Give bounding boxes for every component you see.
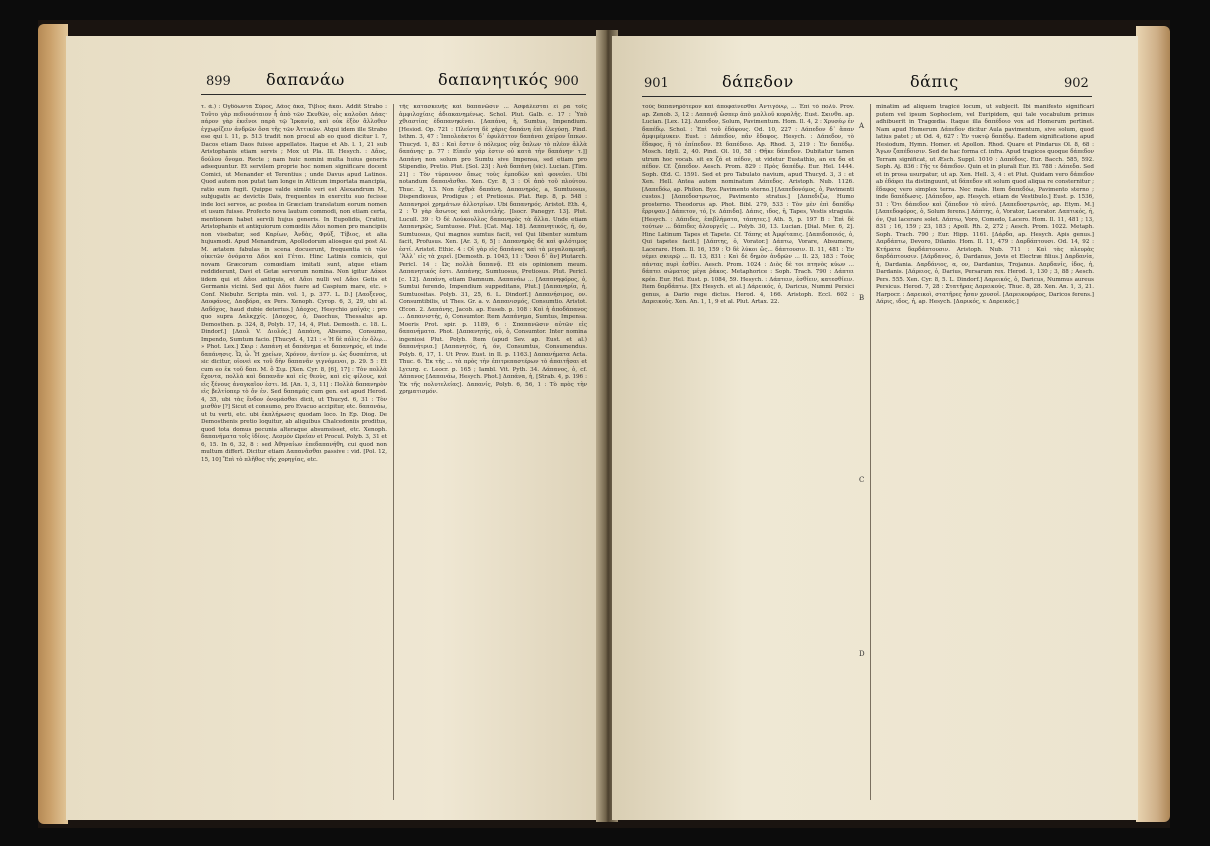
margin-mark-a: A (859, 122, 865, 130)
margin-mark-c: C (859, 476, 865, 484)
right-page-edges (1136, 26, 1170, 822)
right-page (612, 36, 1138, 820)
headword-right-col1: δάπεδον (722, 72, 794, 91)
headword-right-col2: δάπις (910, 72, 959, 91)
page-number-902: 902 (1064, 76, 1089, 91)
left-page (66, 36, 602, 820)
page-number-899: 899 (206, 74, 231, 89)
column-text: τ. ἀ.) : Ὀγδόωντα Σύρος, Δᾶος ἄκα, Τίβιος ἄκαι. Addit Strabo : Τοῦτο γὰρ πεδιουόταιον ἦ ἀπὸ τῶν Σκυθῶν, οἷς καλοῦσι Δάας· πάρον γὰρ ἐκεῖνοι παρὰ τῷ Ἰρκανίᾳ, καὶ οὐκ ἐξὸν ἄλλοθεν ἐγχωρίζειν ἀνδρῶν ὅσα τῆς τῶν Ἀττικῶν. Atqui idem ille Strabo ese qui l. 11, p. 513 tradit non procul ab eo quod dicitur l. 7, Dacos etiam Daos fuisse appellatos. Itaque et Ab. l. 1, 21 sub Aristophanis etiam servis ; Mox ut Pla. Ill. Hesych. : Δᾶος, δούλου ὄνομα. Recte ; nam huic nomini multa huius generis adsequuntur. Et servilem proprie hoc nomen significare docent Comici, ut Menander et Terentius ; unde Davus apud Latinos. Quod autem non putat tam longe in Atticum importata mancipia, ratio eum fugit. Quippe valde simile veri est Alexandrum M., subjugatis ac devictis Dais, frequentes in exercitu suo fecisse inde loci servos, ac postea in Græciam translatum eorum nomen et usum fuisse. Profecto nova lautum commodi, non etiam certa, mentionem habet servili hujus generis. In Eupolidis, Cratini, Aristophanis et antiquiorum comœdiis Δᾶοι nomen pro mancipiis non visebatur, sed Καρίων, Ἀνδὰς, Φρύξ, Τίβιος, et alia hujusmodi. Apud Menandrum, Apollodorum aliosque qui post Al. M. ætatem fabulas in scena docuerunt, frequentia τὰ τῶν οἰκετῶν ὀνόματα Δᾶοι καὶ Γέται. Hinc Latinis comicis, qui novam Græcorum comœdiam imitati sunt, atque etiam reddiderunt, Davi et Getæ servorum nomina. Non igitur Δάκοι iidem qui et Δᾶοι antiquis, et Δᾶοι nulli vel Δᾶοι Getis et Germanis vicini. Sed qui Δᾶοι fuere ad Caspium mare, etc. » Conf. Niebuhr. Scripta min. vol. 1, p. 377. L. D.] [Δαοξενος, Δαοφάνος, Δαοβόρα, ex Pers. Xenoph. Cyrop. 6, 3, 29, ubi al. Δαδόχος, haud dubie deterius.] Δάοχος, Hesychio μαίγάς : pro quo supra Δαλκχχίς. [Δαοχος, ὁ, Daochus, Thessalus ap. Demosthen. p. 324, 8, Polyb. 17, 14, 4, Plut. Demosth. c. 18. L. Dindorf.] [Δαολ V. Διολός.] Δαπάνη, Absumo, Consumo, Impendo, Sumtum facio. [Thucyd. 4, 121 : « Ἡ δὲ πόλις ἐν ὅλῳ... » Phot. Lex.] Σκιρ : Δαπάνη et δαπάνημα et δαπανηρός, et inde δαπάνησις. Ὧ, ὦ. Ἦ χρείων, Χρόνον, ἀντίον μ. ὡς δυσπέπτα, ut sic dicitur, οἱονεὶ ex τοῦ δὴν δαπανᾶν γιγνόμενοι, p. 29. 5 : Et cum eo ἐκ τοῦ δαπ. Μ. ὃ Σιμ. [Xen. Cyr. 8, [6], 17] : Τὸν πολλὰ ἔχοντα, πολλὰ καὶ δαπανᾶν καὶ εἰς θεοὺς, καὶ εἰς φίλους, καὶ εἰς ξένους ἀναγκαῖον ἐστι. Id. [An. 1, 3, 11] : Πολλὰ δαπανηρὸν εἰς βελτίοπερ τὸ ὄν ἐν. Sed δαπαμάς cum gen. est apud Herod. 4, 35, ubi τὰς ἔνδον ὀνομάσθαι dicit, ut Thucyd. 6, 31 : Τὸν μισθὸν [?] Sicut et consumo, pro Evacuo accipitur, etc. δαπανάω, ut tu verti, etc. ubi ἐκπλήρωσις quodam loco. In Ep. Diog. De Demosthenis pretio loquitur, ab aliquibus Chalcedoniis proditus, quod tota domus pecunia alteraque absumsisset, etc. Xenoph. δαπανήματα τοῖς ἰδίοις. Δεσμὸν Ωρείαν et Procul. Polyb. 3, 31 et 6, 15. In 6, 32, 8 : sed Ἀθηναίων ἐπεδαπανήθη, cui quod non multum differt. Dicitur etiam Δαπανᾶσθαι passive : vid. [Pol. 12, 15, 10] Ἔπὶ τὸ πλῆθος τῆς χορηγίας, etc. (201, 104, 387, 463)
column-text: τῆς κατασκευῆς καὶ δαπανῶσιν ... Ἀσφάλεσται εἶ ρα τοῖς ἀμφιλοχίαις ἀδιακανημένως. Schol. Plut. Galb. c. 17 : Ὑπὸ χθιαστίας ἐδαπανηκέναι. [Δαπάνα, ἡ, Sumtus, Impendium. [Hesiod. Op. 721 : Πλείστη δὲ χάρις δαπάνη ἐπὶ ἐλεγύσῃ. Pind. Isthm. 3, 47 : Ἱππολεάκτοι δ᾽ ἐφυλάττον δαπάναι χαίρον ἵππων. Thucyd. 1, 83 : Καὶ ἔστιν ὁ πόλεμος οὐχ ὅπλων τὸ πλέον ἀλλὰ δαπάνης· p. 77 : Εἰπεῖν γάρ ἐστιν οὐ κατὰ τὴν δαπάνην· τ.]] Δαπάνη non solum pro Sumtu sive Impensa, sed etiam pro Stipendio, Pretio. Plut. [Sol. 23] : Ἀνὰ δαπάνη (sic). Lucian. [Tim. 21] : Τὸν τύραννον ὅπως τοὺς ἐμποδὼν καὶ φονεύει. Ubi notandum δαπανᾶσθαι. Xen. Cyr. 8, 3 : Οἱ ἀπὸ τοῦ πλούτου. Thuc. 2, 13. Non ἐχθρὰ δαπάνη. Δαπανηρός, a, Sumtuosus, Dispendiosus, Prodigus ; et Pretiosus. Plat. Rep. 8, p. 548 : Δαπανηροὶ χρημάτων ἀλλοτρίων. Ubi δαπανηρός. Aristot. Eth. 4, 2 : Ὅ γὰρ ἄσωτος καὶ πολυτελής. [Isocr. Panegyr. 13]. Plut. Lucull. 39 : Ὁ δὲ Λούκουλλος δαπανηρὸς τὰ ἄλλα. Unde etiam Δαπανηρῶς, Sumtuose. Plut. [Cat. Maj. 18]. Δαπανητικός, ή, όν, Sumtuosus, Qui magnos sumtus facit, vel Qui libenter sumtum facit, Profusus. Xen. [Ar. 3, 6, 5] : Δαπανηρὸς δὲ καὶ φιλότιμος ἐστί. Aristot. Ethic. 4 : Οἱ γὰρ εἰς δαπάνας καὶ τὰ μεγαλοπρεπῆ. ᾽Ἀλλ᾽ εἰς τὰ χερεῖ. [Demosth. p. 1043, 11 : Ὅσοι δ᾽ ἂν] Plutarch. Pericl. 14 : Ὡς πολλὰ δαπανᾷ. Et eis opinionem meum. Δαπανητικός ἐστι. Δαπάνης, Sumtuosus, Pretiosus. Plut. Pericl. [c. 12]. Δαπάνη, etiam Damnum. Δαπανάω ... [Δαπανηφόρος, ὁ, Sumtui ferendo, Impendium suppeditans, Plut.] [Δαπανηρία, ἡ, Sumtuositas. Polyb. 31, 25, 6. L. Dindorf.] Δαπανήσιμος, ον. Consumtibilis, ut Thes. Gr. a. v. Δαπανισμός, Consumtio. Aristot. Œcon. 2. Δαπάνης, Jacob. ap. Euseb. p. 108 : Καὶ ἡ ἀποδάπανος ... Δαπανιστής, ὁ, Consumtor. Item Δαπάνημα, Sumtus, Impensa. Moeris Prot. spir. p. 1189, 6 : Σπαπανῶσιν αὐτῶν εἰς δαπανήματα. Phot. [Δαπανητής, οὐ, ὁ, Consumtor. Inter nomina ingeniosi Plut. Polyb. Item (apud Sev. ap. Eust. et al.) δαπανήτρια.] [Δαπανητός, ή, όν, Consumtus, Consumendus. Polyb. 6, 17, 1. Ut Prov. Eust. in Il. p. 1163.] Δαπανήματα Acta. Thuc. 6. Ἐκ τῆς ... τὰ πρὸς τὴν ἐπιτρεπαστέρων τὸ ἀπαιτῆσαι et Lycurg. c. Leocr. p. 165 ; Iambl. Vit. Pyth. 34. Δάπανος, ὁ, cf. Δάπανος [Δαπανάω, Hesych. Phot.] Δαπάνα, ἡ, [Strab. 4, p. 196 : Ἐκ τῆς πολυτελείας]. Δαπανίς, Polyb. 6, 56, 1 : Τὸ πρὸς τὴν χρηματισμόν. (399, 104, 587, 395)
margin-mark-b: B (859, 294, 865, 302)
margin-mark-d: D (859, 650, 865, 658)
right-page-header (612, 72, 1138, 100)
column-divider (393, 104, 394, 800)
column-text: minatim ad aliquem tragicè locum, ut subjecit. Ibi manifesto significari putem vel ipsum Sophoclem, vel Euripidem, qui tale vocabulum primus adhibuerit in Tragœdia. Itaque illa δαπέδοιο vox ad Homerum pertinet. Nam apud Homerum Δάπεδον dicitur Aula pavimentum, sive solum, quod latius patet ; ut Od. 4, 627 : Ἐν τυκτῷ δαπέδῳ. Eadem significatione apud Hesiodum, Hymn. Homer. et Apollon. Rhod. Quare et Pindarus Ol. 8, 68 : Ἄγων ζαπέδοισιν. Sed de hac forma cf. infra. Apud tragicos quoque δάπεδον Terram significat, ut Æsch. Suppl. 1010 : Δαπέδοις. Eur. Bacch. 585, 592. Soph. Aj. 836 : Γῆς τε δάπεδον. Quin et in plurali Eur. El. 788 : Δάπεδα. Sed et in prosa usurpatur, ut ap. Xen. Hell. 3, 4 : et Plut. Quidam vero δάπεδον ab ἐδάφει ita distinguunt, ut δάπεδον sit solum quod aliqua re consternitur ; ἔδαφος vero simplex terra. Nec male. Item δαπεδόω, Pavimento sterno ; inde δαπέδωσις. [Δάπεδον, ap. Hesych. etiam de Vestibulo.] Eust. p. 1536, 51 : Ὅτι δάπεδον καὶ ζάπεδον τὸ αὐτό. [Δαπεδοστρωτὸς, ap. Etym. M.] [Δαπεδοφόρος, ὁ, Solum ferens.] Δάπτης, ὁ, Vorator, Lacerator. Δαπτικός, ή, όν, Qui lacerare solet. Δάπτω, Voro, Comedo, Lacero. Hom. Il. 11, 481 ; 13, 831 ; 16, 159 ; 23, 183 ; Apoll. Rh. 2, 272 ; Aesch. Prom. 1022. Metaph. Soph. Trach. 790 ; Eur. Hipp. 1161. [Δάρδα, ap. Hesych. Apis genus.] Δαρδάπτω, Devoro, Dilanio. Hom. Il. 11, 479 : Δαρδάπτουσι. Od. 14, 92 : Κτήματα δαρδάπτουσιν. Aristoph. Nub. 711 : Καὶ τὰς πλευρὰς δαρδάπτουσιν. [Δάρδανος, ὁ, Dardanus, Jovis et Electræ filius.] Δαρδανία, ἡ, Dardania. Δαρδάνιος, α, ον, Dardanius, Trojanus. Δαρδανίς, ίδος, ἡ, Dardanis. [Δάρειος, ὁ, Darius, Persarum rex. Herod. 1, 130 ; 3, 88 ; Aesch. Pers. 555. Xen. Cyr. 8, 5. L. Dindorf.] Δαρεικός, ὁ, Daricus, Nummus aureus Persicus. Herod. 7, 28 : Στατῆρας Δαρεικούς. Thuc. 8, 28. Xen. An. 1, 3, 21. Harpocr. : Δαρεικοὶ, στατῆρες ἦσαν χρυσοῖ. [Δαρεικοφόρος, Daricos ferens.] Δάρις, ιδος, ἡ, ap. Hesych. [Δαρικός, v. Δαρεικός.] (876, 104, 1094, 305)
right-page-column-1 (642, 104, 854, 800)
page-number-900: 900 (554, 74, 579, 89)
header-rule-right (642, 96, 1092, 97)
right-page-column-2 (876, 104, 1094, 800)
left-page-header (66, 70, 602, 98)
column-text: τοὺς δαπανηρότερον καὶ ἀποφαίνεσθαι Ἀντιγόνῳ, ... Ἐπὶ τὸ πολὺ. Prov. ap. Zenob. 3, 12 : Δαπανᾷ ὥσπερ ἀπὸ μαλλοῦ κεφαλῆς. Eust. Σκινθα. ap. Lucian. [Lex. 12]. Δαπεδον, Solum, Pavimentum. Hom. Il. 4, 2 : Χρυσέῳ ἐν δαπέδῳ. Schol. : Ἐπὶ τοῦ ἐδάφους. Od. 10, 227 : Δάπεδον δ᾽ ἅπαν ἀμφιμέμυκεν. Eust. : Δάπεδον, πᾶν ἔδαφος. Hesych. : Δάπεδον, τὸ ἔδαφος, ἢ τὸ ἐπίπεδον. Et δαπέδοιο. Ap. Rhod. 3, 219 : Ἐν δαπέδῳ. Mosch. Idyll. 2, 40. Pind. Ol. 10, 58 : Θῆκε δάπεδον. Dubitatur tamen utrum hoc vocab. sit ex ζά et πέδον, ut videtur Eustathio, an ex δα et πέδον. Cf. ζάπεδον. Aesch. Prom. 829 : Πρὸς δαπέδῳ. Eur. Hel. 1444. Soph. Œd. C. 1591. Sed et pro Tabulato navium, apud Thucyd. 3, 3 : et Xen. Hell. Antea autem nominatum Δάπεδος. Aristoph. Nub. 1126. [Δαπεδόω, ap. Philon. Byz. Pavimento sterno.] [Δαπεδονόμος, ὁ, Pavimenti custos.] [Δαπεδοστρωτος, Pavimento stratus.] [Δαπεδιζω, Humo prosterno. Theodorus ap. Phot. Bibl. 279, 533 : Τὸν μὲν ἐπὶ δαπέδῳ ἔρριψαν.] Δάπετον, τό, [v. Δάπιδα]. Δάπις, ιδος, ἡ, Tapes, Vestis stragula. [Hesych. : Δάπιδες, ἐπιβλήματα, τάπητες.] Ath. 5, p. 197 B : Ἐπὶ δὲ τούτων ... δάπιδες ἁλουργεῖς ... Polyb. 30, 13. Lucian. [Dial. Mer. 6, 2]. Hinc Latinum Tapes et Tapete. Cf. Τάπης et Ἀμφίταπις. [Δαπιδοποιός, ὁ, Qui tapetes facit.] [Δάπτης, ὁ, Vorator.] Δάπτω, Vorare, Absumere, Lacerare. Hom. Il. 16, 159 : Ὁ δὲ λύκοι ὥς... δάπτουσιν. Il. 11, 481 : Ἐν νέμει σκιερῷ ... Il. 13, 831 : Καὶ δὲ δημὸν ἀνδρῶν ... Il. 23, 183 : Τοὺς πάντας πυρὶ ἐσθίει. Aesch. Prom. 1024 : Διὸς δὲ τοι πτηνὸς κύων ... δάπτει σώματος μέγα ῥάκος. Metaphorice : Soph. Trach. 790 : Δάπτει κρέα. Eur. Hel. Eust. p. 1084, 59. Hesych. : Δάπτειν, ἐσθίειν, κατεσθίειν. Item δαρδάπτω. [Ex Hesych. et al.] Δάρεικός, ὁ, Daricus, Nummi Persici genus, a Dario rege dictus. Herod. 4, 166. Aristoph. Eccl. 602 : Δαρεικοὺς. Xen. An. 1, 1, 9 et al. Plut. Artax. 22. (642, 104, 854, 305)
left-page-column-1 (201, 104, 387, 800)
headword-left-col2: δαπανητικός (438, 70, 549, 89)
headword-left-col1: δαπανάω (266, 70, 345, 89)
column-divider (870, 104, 871, 800)
left-page-column-2 (399, 104, 587, 800)
left-page-edges (38, 24, 68, 824)
page-number-901: 901 (644, 76, 669, 91)
header-rule-left (201, 94, 586, 95)
